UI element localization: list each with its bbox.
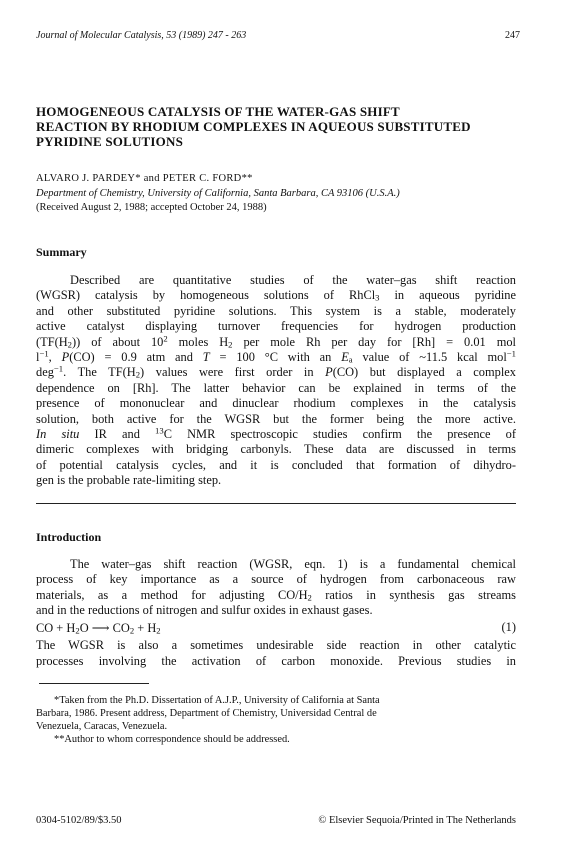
running-head xyxy=(36,30,520,46)
equation-number: (1) xyxy=(501,620,516,635)
intro-line: The water–gas shift reaction (WGSR, eqn. 1) is a fundamental chemical xyxy=(70,556,516,571)
summary-heading: Summary xyxy=(36,245,87,259)
summary-line: In situ IR and $^{13}$C NMR spectroscopic studies confirm the presence of xyxy=(36,425,516,442)
summary-line: solution, both active for the WGSR but the former being the more active. xyxy=(36,411,516,426)
summary-line: dimeric complexes with bridging carbonyls. These data are discussed in terms xyxy=(36,442,516,457)
summary-line: Described are quantitative studies of the water–gas shift reaction xyxy=(70,273,516,287)
footnote-divider xyxy=(39,683,149,684)
intro-line: The WGSR is also a sometimes undesirable side reaction in other catalytic xyxy=(36,638,516,653)
issn-price: 0304-5102/89/$3.50 xyxy=(36,815,122,826)
page-footer xyxy=(36,815,516,829)
footnote-line: Barbara, 1986. Present address, Department of Chemistry, Universidad Central de xyxy=(36,708,377,720)
introduction-paragraph xyxy=(36,557,516,619)
summary-line: dependence on [Rh]. The latter behavior can be explained in terms of the xyxy=(36,380,516,395)
intro-line: processes involving the activation of carbon monoxide. Previous studies in xyxy=(36,653,516,668)
summary-line: presence of mononuclear and dinuclear rhodium complexes in the catalysis xyxy=(36,396,516,411)
author-list: ALVARO J. PARDEY* and PETER C. FORD** xyxy=(36,173,253,184)
summary-line: gen is the probable rate-limiting step. xyxy=(36,473,222,488)
section-divider xyxy=(36,503,516,504)
footnote-line: *Taken from the Ph.D. Dissertation of A.J.P., University of California at Santa xyxy=(54,695,380,707)
intro-line: and in the reductions of nitrogen and sulfur oxides in exhaust gases. xyxy=(36,602,373,617)
author-affiliation: Department of Chemistry, University of California, Santa Barbara, CA 93106 (U.S.A.) xyxy=(36,188,400,199)
copyright-notice: © Elsevier Sequoia/Printed in The Netherlands xyxy=(318,815,516,826)
summary-line: of potential catalysis cycles, and it is concluded that formation of dihydro- xyxy=(36,457,516,472)
title-line: HOMOGENEOUS CATALYSIS OF THE WATER-GAS SHIFT xyxy=(36,104,400,119)
summary-line: $(TF(H_2))$ of about $10^2$ moles $H_2$ per mole Rh per day for [Rh] = 0.01 mol xyxy=(36,333,516,350)
footnote-line: Venezuela, Caracas, Venezuela. xyxy=(36,721,168,733)
article-title xyxy=(36,104,516,149)
title-line: REACTION BY RHODIUM COMPLEXES IN AQUEOUS SUBSTITUTED xyxy=(36,119,471,134)
summary-line: deg$^{-1}$. The $TF(H_2)$ values were first order in P(CO) but displayed a complex xyxy=(36,364,516,381)
received-dates: (Received August 2, 1988; accepted October 24, 1988) xyxy=(36,202,267,213)
summary-line: $l^{-1}$, P(CO) = 0.9 atm and T = 100 °C with an $E_a$ value of ~11.5 kcal mol$^{-1}$ xyxy=(36,348,516,365)
footnote-line: **Author to whom correspondence should be addressed. xyxy=(54,734,290,746)
journal-citation: Journal of Molecular Catalysis, 53 (1989) 247 - 263 xyxy=(36,30,247,41)
summary-line: (WGSR) catalysis by homogeneous solutions of RhCl$_3$ in aqueous pyridine xyxy=(36,288,517,304)
summary-line: active catalyst displaying turnover frequencies for hydrogen production xyxy=(36,319,516,334)
summary-paragraph xyxy=(36,273,516,489)
equation-body: CO + $H_2O$ ⟶ $CO_2 + H_2$ xyxy=(36,621,161,637)
intro-line: materials, as a method for adjusting $CO/H_2$ ratios in synthesis gas streams xyxy=(36,587,516,603)
article-page xyxy=(36,30,520,746)
footnotes xyxy=(36,694,516,746)
introduction-heading: Introduction xyxy=(36,529,102,544)
title-line: PYRIDINE SOLUTIONS xyxy=(36,134,183,149)
equation-1 xyxy=(36,620,516,638)
introduction-continuation xyxy=(36,638,516,669)
summary-line: and other substituted pyridine solutions. This system is a stable, moderately xyxy=(36,303,516,318)
page-number: 247 xyxy=(505,30,520,41)
intro-line: process of key importance as a source of hydrogen from carbonaceous raw xyxy=(36,572,516,587)
